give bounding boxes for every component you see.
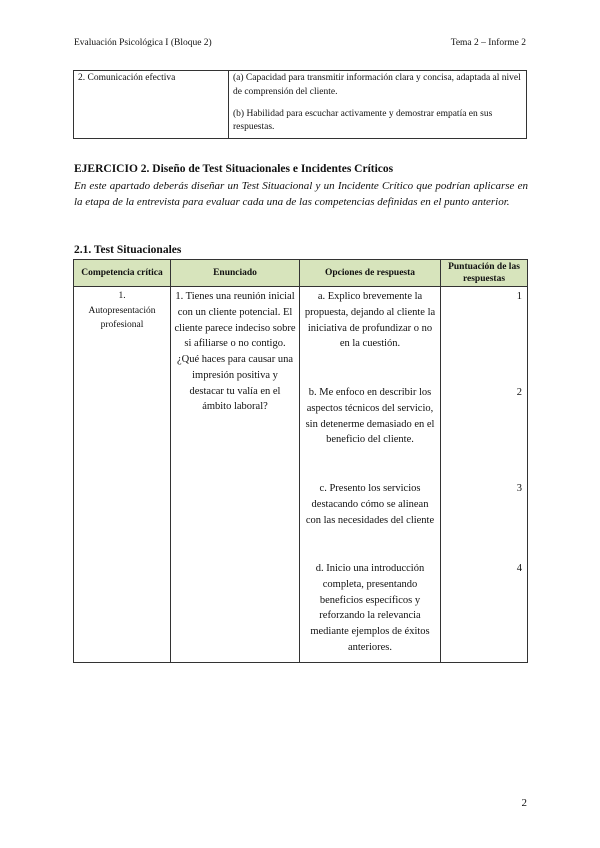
- scores-cell: [441, 287, 528, 663]
- competency-table: [73, 70, 527, 139]
- score-c: 3: [516, 483, 522, 494]
- header-statement: Enunciado: [171, 260, 300, 287]
- score-a: 1: [516, 291, 522, 302]
- exercise-description: En este apartado deberás diseñar un Test Situacional y un Incidente Crítico que podrían aplicarse en la etapa de la entrevista para evaluar cada una de las competencias definidas en el punto anterior.: [74, 180, 528, 209]
- situational-test-table: [73, 259, 528, 663]
- competency-cell: [74, 287, 171, 663]
- competency-number: 1.: [118, 291, 126, 301]
- score-b: 2: [516, 387, 522, 398]
- exercise-title: EJERCICIO 2. Diseño de Test Situacionales e Incidentes Críticos: [74, 163, 394, 175]
- header-section-title: Tema 2 – Informe 2: [450, 38, 526, 48]
- competency-description-cell: [229, 71, 527, 139]
- option-b: b. Me enfoco en describir los aspectos técnicos del servicio, sin detenerme demasiado en el beneficio del cliente.: [305, 387, 435, 446]
- competency-name-cell: 2. Comunicación efectiva: [74, 71, 229, 139]
- option-c: c. Presento los servicios destacando cómo se alinean con las necesidades del cliente: [305, 483, 435, 526]
- table-row: [74, 71, 527, 139]
- header-scores: Puntuación de las respuestas: [441, 260, 528, 287]
- option-a: a. Explico brevemente la propuesta, dejando al cliente la iniciativa de profundizar o no en la cuestión.: [304, 291, 436, 350]
- table-row: [74, 287, 528, 663]
- statement-cell: 1. Tienes una reunión inicial con un cliente potencial. El cliente parece indeciso sobre si afiliarse o no contigo. ¿Qué haces para causar una impresión positiva y destacar tu valía en el ámbito laboral?: [171, 287, 300, 663]
- table-header-row: [74, 260, 528, 287]
- option-d: d. Inicio una introducción completa, presentando beneficios específicos y reforzando la relevancia mediante ejemplos de éxitos anteriores.: [310, 563, 430, 653]
- section-title: 2.1. Test Situacionales: [74, 244, 182, 256]
- options-cell: [300, 287, 441, 663]
- header-document-title: Evaluación Psicológica I (Bloque 2): [74, 38, 212, 48]
- competency-name: Autopresentación profesional: [88, 305, 156, 331]
- competency-description-b: (b) Habilidad para escuchar activamente y demostrar empatía en sus respuestas.: [233, 108, 493, 133]
- score-d: 4: [516, 563, 522, 574]
- header-competency: Competencia crítica: [74, 260, 171, 287]
- page-number: 2: [521, 797, 527, 809]
- header-options: Opciones de respuesta: [300, 260, 441, 287]
- competency-description-a: (a) Capacidad para transmitir información clara y concisa, adaptada al nivel de comprensión del cliente.: [233, 73, 521, 97]
